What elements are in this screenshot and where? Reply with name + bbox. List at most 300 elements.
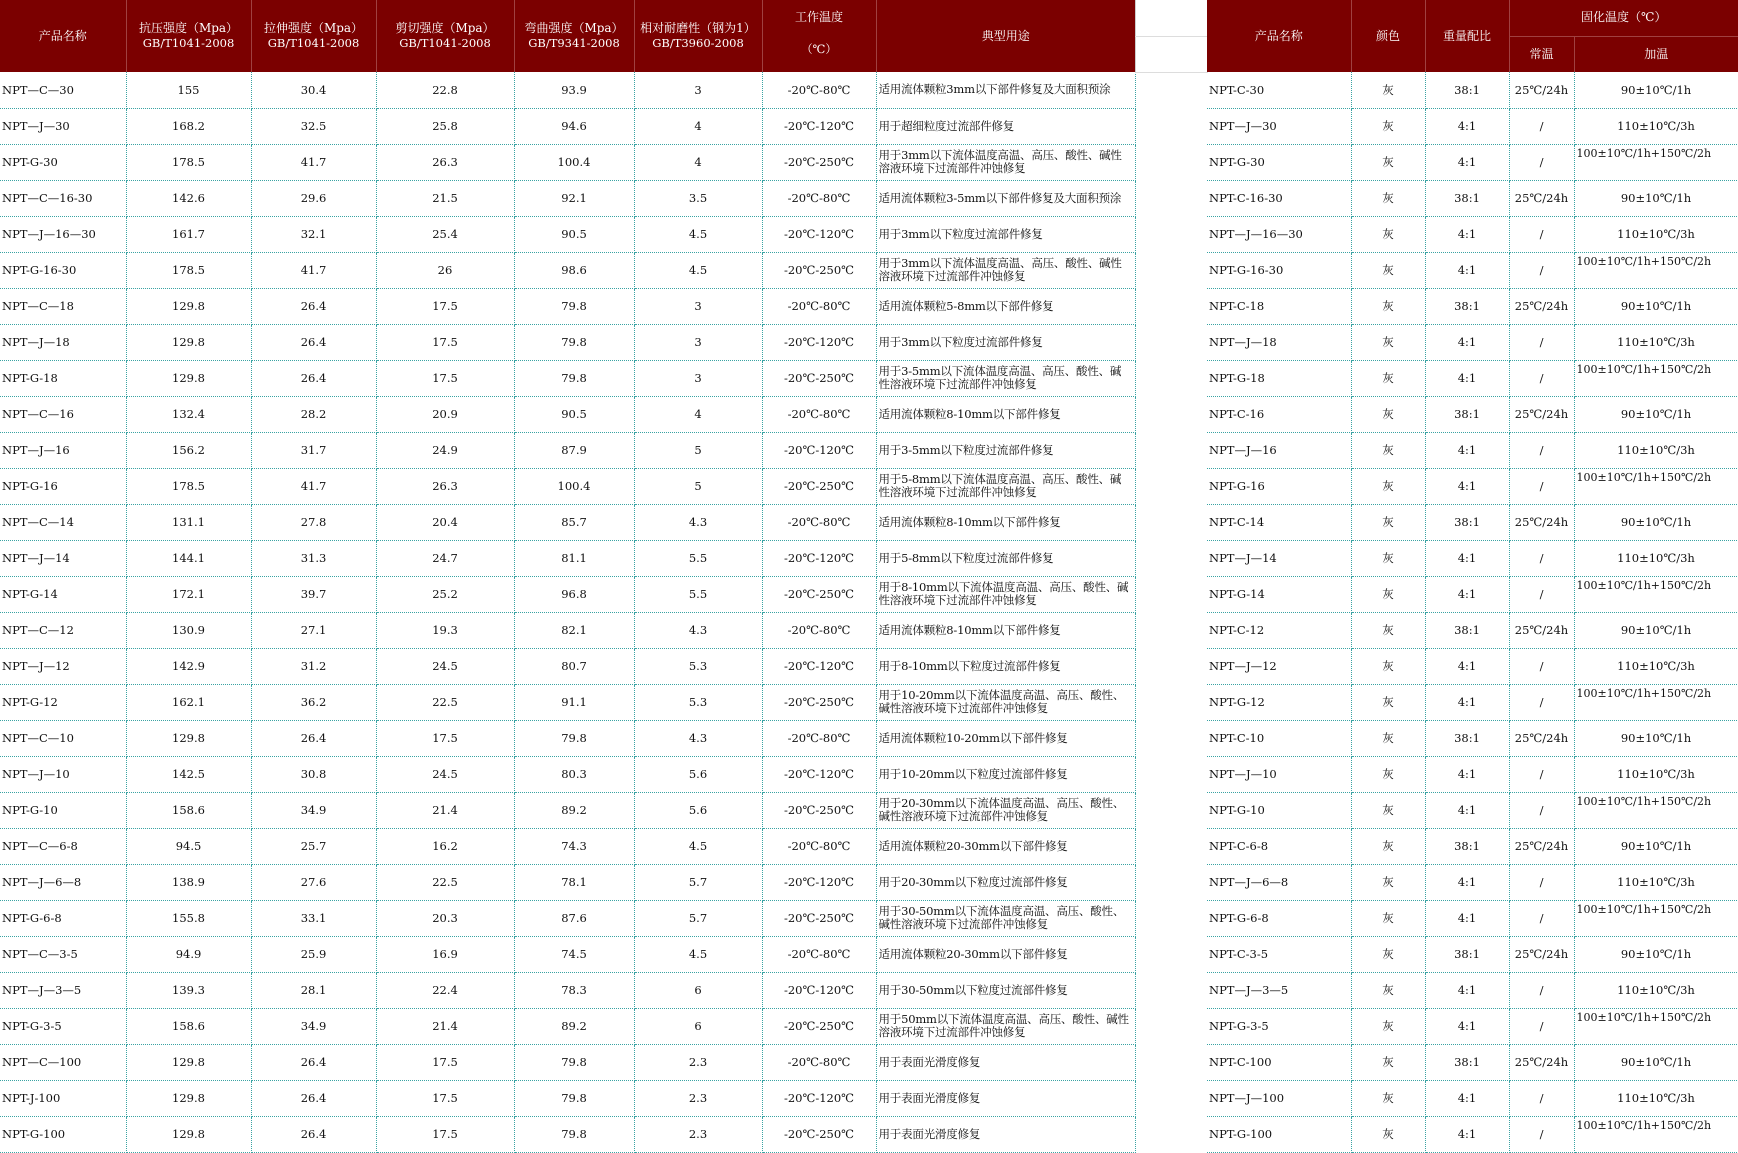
cell-tensile: 32.5 [251, 108, 376, 144]
cell2-product-name: NPT-C-12 [1207, 612, 1351, 648]
curing-table [1207, 0, 1738, 1153]
cell-product-name: NPT—J—10 [0, 756, 126, 792]
cell-compressive: 94.5 [126, 828, 251, 864]
cell2-color: 灰 [1351, 252, 1425, 288]
cell2-color: 灰 [1351, 900, 1425, 936]
cell2-heated: 100±10℃/1h+150℃/2h [1574, 360, 1738, 396]
cell2-heated: 110±10℃/3h [1574, 108, 1738, 144]
cell-product-name: NPT—J—16 [0, 432, 126, 468]
cell2-color: 灰 [1351, 360, 1425, 396]
table-row [0, 252, 1135, 288]
cell2-product-name: NPT-C-18 [1207, 288, 1351, 324]
table-row [1207, 756, 1738, 792]
cell2-heated: 90±10℃/1h [1574, 180, 1738, 216]
cell2-ratio: 4:1 [1425, 648, 1509, 684]
cell-product-name: NPT-G-6-8 [0, 900, 126, 936]
cell-compressive: 94.9 [126, 936, 251, 972]
cell-temperature: -20℃-120℃ [762, 108, 876, 144]
table-row [1207, 864, 1738, 900]
table-row [1207, 180, 1738, 216]
cell2-heated: 110±10℃/3h [1574, 540, 1738, 576]
cell2-color: 灰 [1351, 288, 1425, 324]
table-row [0, 684, 1135, 720]
cell-compressive: 129.8 [126, 1080, 251, 1116]
cell-typical-use: 适用流体颗粒3-5mm以下部件修复及大面积预涂 [876, 180, 1135, 216]
cell-flexural: 78.3 [514, 972, 634, 1008]
cell2-room-temp: / [1509, 216, 1574, 252]
cell2-ratio: 4:1 [1425, 792, 1509, 828]
cell2-product-name: NPT-C-16-30 [1207, 180, 1351, 216]
cell-flexural: 89.2 [514, 1008, 634, 1044]
cell2-room-temp: 25℃/24h [1509, 504, 1574, 540]
cell2-heated: 90±10℃/1h [1574, 936, 1738, 972]
cell-typical-use: 用于8-10mm以下粒度过流部件修复 [876, 648, 1135, 684]
cell2-product-name: NPT-G-18 [1207, 360, 1351, 396]
cell-wear: 5 [634, 432, 762, 468]
table-row [0, 144, 1135, 180]
cell2-product-name: NPT-C-10 [1207, 720, 1351, 756]
cell2-heated: 90±10℃/1h [1574, 72, 1738, 108]
cell2-heated: 110±10℃/3h [1574, 864, 1738, 900]
cell2-heated: 100±10℃/1h+150℃/2h [1574, 144, 1738, 180]
cell-flexural: 79.8 [514, 288, 634, 324]
cell-shear: 26 [376, 252, 514, 288]
cell2-heated: 100±10℃/1h+150℃/2h [1574, 900, 1738, 936]
cell-compressive: 168.2 [126, 108, 251, 144]
cell2-room-temp: / [1509, 540, 1574, 576]
table-row [1207, 468, 1738, 504]
cell2-color: 灰 [1351, 72, 1425, 108]
cell-product-name: NPT—J—18 [0, 324, 126, 360]
cell-shear: 19.3 [376, 612, 514, 648]
cell2-ratio: 38:1 [1425, 72, 1509, 108]
cell2-product-name: NPT-C-16 [1207, 396, 1351, 432]
cell-typical-use: 用于3mm以下粒度过流部件修复 [876, 324, 1135, 360]
table-row [1207, 972, 1738, 1008]
cell2-color: 灰 [1351, 936, 1425, 972]
cell2-color: 灰 [1351, 792, 1425, 828]
cell-temperature: -20℃-250℃ [762, 576, 876, 612]
cell2-heated: 100±10℃/1h+150℃/2h [1574, 576, 1738, 612]
cell-tensile: 33.1 [251, 900, 376, 936]
table-row [0, 720, 1135, 756]
cell2-heated: 110±10℃/3h [1574, 1080, 1738, 1116]
cell2-color: 灰 [1351, 1116, 1425, 1152]
curing-header-row-1 [1207, 0, 1738, 36]
cell-typical-use: 用于30-50mm以下粒度过流部件修复 [876, 972, 1135, 1008]
cell-wear: 4.5 [634, 252, 762, 288]
cell-typical-use: 用于30-50mm以下流体温度高温、高压、酸性、碱性溶液环境下过流部件冲蚀修复 [876, 900, 1135, 936]
cell2-heated: 100±10℃/1h+150℃/2h [1574, 252, 1738, 288]
cell-wear: 5.7 [634, 900, 762, 936]
cell2-color: 灰 [1351, 324, 1425, 360]
cell-shear: 17.5 [376, 720, 514, 756]
cell-flexural: 74.5 [514, 936, 634, 972]
cell-temperature: -20℃-250℃ [762, 1116, 876, 1152]
cell-wear: 2.3 [634, 1116, 762, 1152]
cell-temperature: -20℃-120℃ [762, 432, 876, 468]
table-row [1207, 1044, 1738, 1080]
cell-flexural: 85.7 [514, 504, 634, 540]
cell2-product-name: NPT-G-16-30 [1207, 252, 1351, 288]
cell2-heated: 100±10℃/1h+150℃/2h [1574, 1008, 1738, 1044]
cell-compressive: 144.1 [126, 540, 251, 576]
table-row [0, 864, 1135, 900]
cell2-color: 灰 [1351, 612, 1425, 648]
table-row [0, 468, 1135, 504]
cell-product-name: NPT—C—10 [0, 720, 126, 756]
cell2-ratio: 38:1 [1425, 936, 1509, 972]
cell-typical-use: 用于5-8mm以下粒度过流部件修复 [876, 540, 1135, 576]
cell-shear: 20.9 [376, 396, 514, 432]
cell2-product-name: NPT-G-10 [1207, 792, 1351, 828]
cell-product-name: NPT—J—12 [0, 648, 126, 684]
table-gap-divider [1135, 36, 1207, 37]
table-row [1207, 1008, 1738, 1044]
cell-typical-use: 用于50mm以下流体温度高温、高压、酸性、碱性溶液环境下过流部件冲蚀修复 [876, 1008, 1135, 1044]
cell-temperature: -20℃-250℃ [762, 468, 876, 504]
cell-product-name: NPT-G-12 [0, 684, 126, 720]
cell2-ratio: 4:1 [1425, 540, 1509, 576]
cell-wear: 4.5 [634, 216, 762, 252]
table-row [1207, 936, 1738, 972]
cell-temperature: -20℃-80℃ [762, 612, 876, 648]
cell-wear: 4 [634, 108, 762, 144]
cell-flexural: 82.1 [514, 612, 634, 648]
cell-tensile: 27.6 [251, 864, 376, 900]
cell2-color: 灰 [1351, 864, 1425, 900]
table-row [1207, 612, 1738, 648]
cell-wear: 5.6 [634, 792, 762, 828]
table-row [0, 1008, 1135, 1044]
cell-product-name: NPT-G-16 [0, 468, 126, 504]
table-row [0, 108, 1135, 144]
cell-typical-use: 适用流体颗粒8-10mm以下部件修复 [876, 612, 1135, 648]
cell2-color: 灰 [1351, 828, 1425, 864]
cell2-heated: 110±10℃/3h [1574, 648, 1738, 684]
cell2-color: 灰 [1351, 756, 1425, 792]
table-row [1207, 576, 1738, 612]
cell-flexural: 79.8 [514, 1080, 634, 1116]
cell-typical-use: 用于3mm以下粒度过流部件修复 [876, 216, 1135, 252]
cell2-room-temp: 25℃/24h [1509, 180, 1574, 216]
cell-temperature: -20℃-80℃ [762, 1044, 876, 1080]
cell2-heated: 90±10℃/1h [1574, 504, 1738, 540]
cell2-product-name: NPT-C-14 [1207, 504, 1351, 540]
cell-tensile: 41.7 [251, 252, 376, 288]
cell-wear: 2.3 [634, 1080, 762, 1116]
cell-shear: 26.3 [376, 144, 514, 180]
cell2-color: 灰 [1351, 468, 1425, 504]
cell2-heated: 110±10℃/3h [1574, 324, 1738, 360]
table-row [0, 180, 1135, 216]
cell-wear: 6 [634, 972, 762, 1008]
cell-flexural: 89.2 [514, 792, 634, 828]
cell2-heated: 90±10℃/1h [1574, 828, 1738, 864]
cell-shear: 21.4 [376, 1008, 514, 1044]
table-row [0, 1044, 1135, 1080]
cell-product-name: NPT—C—18 [0, 288, 126, 324]
cell2-ratio: 4:1 [1425, 252, 1509, 288]
cell-temperature: -20℃-250℃ [762, 684, 876, 720]
cell-wear: 2.3 [634, 1044, 762, 1080]
table-row [1207, 684, 1738, 720]
cell-flexural: 79.8 [514, 1116, 634, 1152]
table-row [0, 1080, 1135, 1116]
cell-flexural: 94.6 [514, 108, 634, 144]
cell-tensile: 26.4 [251, 1044, 376, 1080]
table-row [0, 324, 1135, 360]
cell-wear: 5.5 [634, 540, 762, 576]
cell-shear: 21.4 [376, 792, 514, 828]
cell-shear: 24.5 [376, 756, 514, 792]
cell-compressive: 178.5 [126, 144, 251, 180]
cell2-room-temp: / [1509, 1080, 1574, 1116]
cell-shear: 16.2 [376, 828, 514, 864]
cell-wear: 4.3 [634, 720, 762, 756]
header-typical-use: 典型用途 [876, 0, 1135, 72]
cell2-color: 灰 [1351, 180, 1425, 216]
cell-tensile: 36.2 [251, 684, 376, 720]
cell-wear: 5.7 [634, 864, 762, 900]
cell-product-name: NPT—C—100 [0, 1044, 126, 1080]
cell2-room-temp: / [1509, 324, 1574, 360]
table-row [1207, 720, 1738, 756]
cell-typical-use: 用于20-30mm以下流体温度高温、高压、酸性、碱性溶液环境下过流部件冲蚀修复 [876, 792, 1135, 828]
cell2-color: 灰 [1351, 216, 1425, 252]
cell2-color: 灰 [1351, 1008, 1425, 1044]
cell-typical-use: 适用流体颗粒3mm以下部件修复及大面积预涂 [876, 72, 1135, 108]
cell-product-name: NPT-G-18 [0, 360, 126, 396]
cell2-room-temp: / [1509, 468, 1574, 504]
cell-shear: 17.5 [376, 1116, 514, 1152]
cell2-heated: 110±10℃/3h [1574, 216, 1738, 252]
cell-compressive: 162.1 [126, 684, 251, 720]
cell-compressive: 155.8 [126, 900, 251, 936]
cell2-ratio: 4:1 [1425, 864, 1509, 900]
cell-tensile: 26.4 [251, 720, 376, 756]
cell-flexural: 87.6 [514, 900, 634, 936]
cell-typical-use: 用于5-8mm以下流体温度高温、高压、酸性、碱性溶液环境下过流部件冲蚀修复 [876, 468, 1135, 504]
cell2-ratio: 4:1 [1425, 972, 1509, 1008]
cell-typical-use: 用于3-5mm以下流体温度高温、高压、酸性、碱性溶液环境下过流部件冲蚀修复 [876, 360, 1135, 396]
cell-typical-use: 适用流体颗粒20-30mm以下部件修复 [876, 936, 1135, 972]
cell2-ratio: 4:1 [1425, 324, 1509, 360]
cell2-room-temp: / [1509, 792, 1574, 828]
cell-shear: 17.5 [376, 360, 514, 396]
cell-flexural: 90.5 [514, 396, 634, 432]
cell2-product-name: NPT—J—12 [1207, 648, 1351, 684]
cell2-room-temp: / [1509, 756, 1574, 792]
header-shear-strength: 剪切强度（Mpa） GB/T1041-2008 [376, 0, 514, 72]
cell-compressive: 178.5 [126, 252, 251, 288]
cell2-ratio: 4:1 [1425, 432, 1509, 468]
cell2-color: 灰 [1351, 504, 1425, 540]
cell-temperature: -20℃-80℃ [762, 936, 876, 972]
table-row [1207, 72, 1738, 108]
table-row [1207, 396, 1738, 432]
cell-wear: 3.5 [634, 180, 762, 216]
cell-tensile: 30.4 [251, 72, 376, 108]
cell-shear: 22.8 [376, 72, 514, 108]
cell2-heated: 90±10℃/1h [1574, 612, 1738, 648]
cell2-product-name: NPT—J—100 [1207, 1080, 1351, 1116]
cell2-ratio: 4:1 [1425, 1116, 1509, 1152]
cell-wear: 3 [634, 288, 762, 324]
cell2-product-name: NPT—J—3—5 [1207, 972, 1351, 1008]
cell-flexural: 96.8 [514, 576, 634, 612]
cell2-product-name: NPT-C-30 [1207, 72, 1351, 108]
cell2-ratio: 4:1 [1425, 108, 1509, 144]
table-row [0, 828, 1135, 864]
cell-typical-use: 用于20-30mm以下粒度过流部件修复 [876, 864, 1135, 900]
cell-product-name: NPT—J—6—8 [0, 864, 126, 900]
cell2-ratio: 38:1 [1425, 396, 1509, 432]
cell-typical-use: 适用流体颗粒5-8mm以下部件修复 [876, 288, 1135, 324]
cell-temperature: -20℃-80℃ [762, 288, 876, 324]
cell-compressive: 172.1 [126, 576, 251, 612]
cell-tensile: 39.7 [251, 576, 376, 612]
cell2-product-name: NPT-G-3-5 [1207, 1008, 1351, 1044]
cell-tensile: 41.7 [251, 144, 376, 180]
cell2-color: 灰 [1351, 1080, 1425, 1116]
cell-temperature: -20℃-80℃ [762, 180, 876, 216]
cell2-room-temp: / [1509, 1008, 1574, 1044]
cell2-color: 灰 [1351, 720, 1425, 756]
cell-shear: 21.5 [376, 180, 514, 216]
cell2-ratio: 4:1 [1425, 576, 1509, 612]
cell-flexural: 79.8 [514, 324, 634, 360]
cell2-ratio: 38:1 [1425, 1044, 1509, 1080]
cell-tensile: 34.9 [251, 792, 376, 828]
cell-compressive: 131.1 [126, 504, 251, 540]
cell-compressive: 142.6 [126, 180, 251, 216]
table-row [0, 504, 1135, 540]
table-row [1207, 540, 1738, 576]
cell-tensile: 27.8 [251, 504, 376, 540]
cell-wear: 5.3 [634, 648, 762, 684]
table-row [0, 72, 1135, 108]
cell2-color: 灰 [1351, 108, 1425, 144]
cell2-ratio: 38:1 [1425, 612, 1509, 648]
cell-tensile: 25.9 [251, 936, 376, 972]
cell2-product-name: NPT-G-16 [1207, 468, 1351, 504]
cell2-ratio: 38:1 [1425, 720, 1509, 756]
cell-typical-use: 适用流体颗粒20-30mm以下部件修复 [876, 828, 1135, 864]
cell-flexural: 92.1 [514, 180, 634, 216]
cell-shear: 22.5 [376, 684, 514, 720]
cell2-room-temp: 25℃/24h [1509, 612, 1574, 648]
cell-shear: 25.2 [376, 576, 514, 612]
cell-product-name: NPT—C—16-30 [0, 180, 126, 216]
cell2-ratio: 4:1 [1425, 144, 1509, 180]
cell-temperature: -20℃-80℃ [762, 72, 876, 108]
cell2-ratio: 4:1 [1425, 756, 1509, 792]
cell-product-name: NPT—C—12 [0, 612, 126, 648]
cell-flexural: 93.9 [514, 72, 634, 108]
cell-wear: 5 [634, 468, 762, 504]
cell-wear: 5.3 [634, 684, 762, 720]
cell-flexural: 81.1 [514, 540, 634, 576]
header2-product-name: 产品名称 [1207, 0, 1351, 72]
table-row [1207, 792, 1738, 828]
cell-flexural: 91.1 [514, 684, 634, 720]
cell2-product-name: NPT-C-6-8 [1207, 828, 1351, 864]
table-row [0, 900, 1135, 936]
cell-shear: 17.5 [376, 1080, 514, 1116]
cell-product-name: NPT-G-100 [0, 1116, 126, 1152]
header-product-name: 产品名称 [0, 0, 126, 72]
table-row [1207, 288, 1738, 324]
cell-shear: 17.5 [376, 288, 514, 324]
cell-flexural: 79.8 [514, 1044, 634, 1080]
cell-typical-use: 适用流体颗粒10-20mm以下部件修复 [876, 720, 1135, 756]
cell-typical-use: 用于3-5mm以下粒度过流部件修复 [876, 432, 1135, 468]
cell2-color: 灰 [1351, 684, 1425, 720]
cell-product-name: NPT-G-14 [0, 576, 126, 612]
header-tensile-strength: 拉伸强度（Mpa） GB/T1041-2008 [251, 0, 376, 72]
cell-shear: 22.5 [376, 864, 514, 900]
header2-weight-ratio: 重量配比 [1425, 0, 1509, 72]
table-row [0, 1116, 1135, 1152]
cell-product-name: NPT-G-30 [0, 144, 126, 180]
cell-tensile: 26.4 [251, 1080, 376, 1116]
cell2-room-temp: / [1509, 1116, 1574, 1152]
cell-wear: 5.5 [634, 576, 762, 612]
cell2-heated: 90±10℃/1h [1574, 720, 1738, 756]
cell-shear: 24.7 [376, 540, 514, 576]
cell-wear: 6 [634, 1008, 762, 1044]
cell-product-name: NPT—C—30 [0, 72, 126, 108]
cell-flexural: 79.8 [514, 720, 634, 756]
cell-flexural: 90.5 [514, 216, 634, 252]
cell2-room-temp: / [1509, 576, 1574, 612]
cell-wear: 5.6 [634, 756, 762, 792]
cell2-room-temp: / [1509, 648, 1574, 684]
cell-temperature: -20℃-250℃ [762, 144, 876, 180]
cell-temperature: -20℃-250℃ [762, 252, 876, 288]
cell2-room-temp: / [1509, 144, 1574, 180]
cell-typical-use: 用于表面光滑度修复 [876, 1044, 1135, 1080]
cell2-room-temp: / [1509, 252, 1574, 288]
cell2-room-temp: 25℃/24h [1509, 720, 1574, 756]
cell2-product-name: NPT—J—10 [1207, 756, 1351, 792]
table-row [1207, 648, 1738, 684]
cell2-room-temp: 25℃/24h [1509, 288, 1574, 324]
cell2-product-name: NPT-G-6-8 [1207, 900, 1351, 936]
cell-tensile: 26.4 [251, 360, 376, 396]
table-row [0, 432, 1135, 468]
table-row [0, 360, 1135, 396]
cell-temperature: -20℃-250℃ [762, 1008, 876, 1044]
cell-shear: 17.5 [376, 324, 514, 360]
cell-flexural: 98.6 [514, 252, 634, 288]
cell2-room-temp: / [1509, 864, 1574, 900]
cell2-ratio: 38:1 [1425, 504, 1509, 540]
cell-temperature: -20℃-80℃ [762, 720, 876, 756]
cell2-ratio: 4:1 [1425, 216, 1509, 252]
table-row [0, 648, 1135, 684]
cell-compressive: 129.8 [126, 1116, 251, 1152]
cell2-product-name: NPT-C-100 [1207, 1044, 1351, 1080]
cell-tensile: 26.4 [251, 324, 376, 360]
cell2-color: 灰 [1351, 576, 1425, 612]
cell2-heated: 100±10℃/1h+150℃/2h [1574, 468, 1738, 504]
cell-flexural: 87.9 [514, 432, 634, 468]
cell2-product-name: NPT-G-100 [1207, 1116, 1351, 1152]
cell2-product-name: NPT-G-30 [1207, 144, 1351, 180]
cell-flexural: 100.4 [514, 144, 634, 180]
